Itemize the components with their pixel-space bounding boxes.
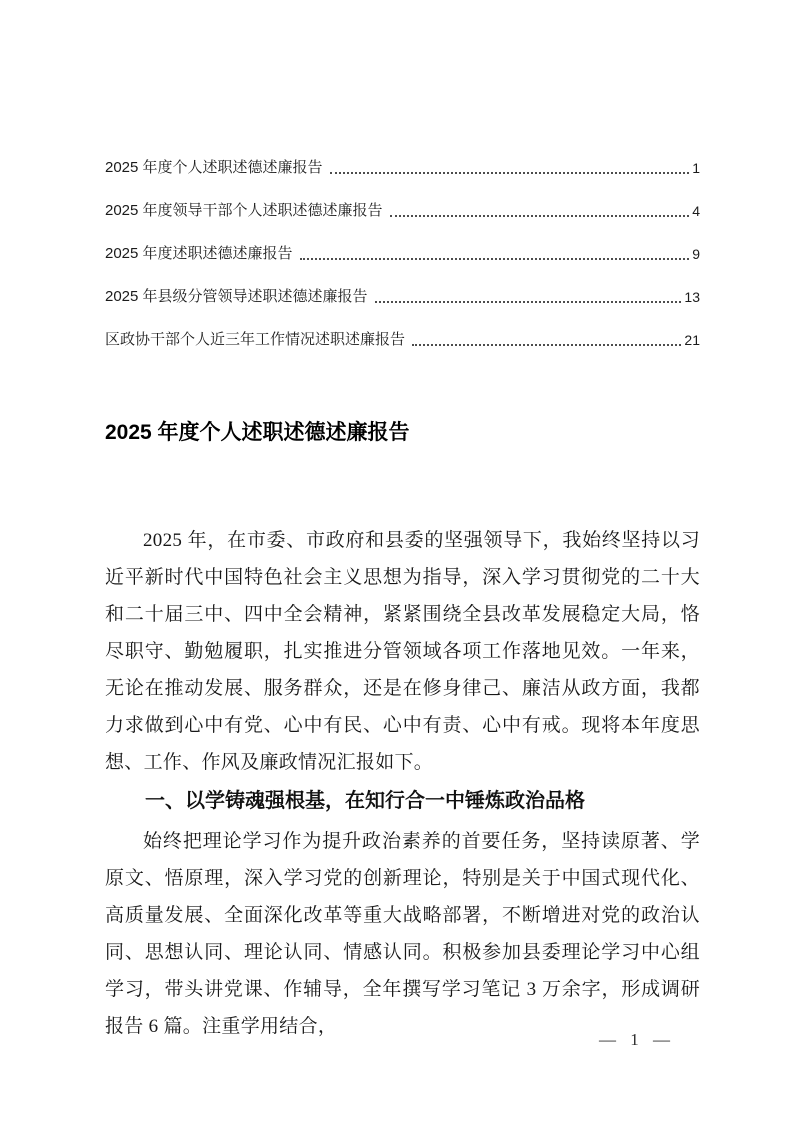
toc-entry-title: 2025 年县级分管领导述职述德述廉报告: [105, 288, 368, 305]
toc-page-number: 1: [692, 160, 700, 176]
toc-entry[interactable]: [105, 158, 700, 178]
toc-dot-leader: [390, 215, 690, 217]
toc-entry[interactable]: [105, 287, 700, 307]
intro-paragraph: 2025 年，在市委、市政府和县委的坚强领导下，我始终坚持以习近平新时代中国特色社会主义思想为指导，深入学习贯彻党的二十大和二十届三中、四中全会精神，紧紧围绕全县改革发展稳定大局，恪尽职守、勤勉履职，扎实推进分管领域各项工作落地见效。一年来，无论在推动发展、服务群众，还是在修身律己、廉洁从政方面，我都力求做到心中有党、心中有民、心中有责、心中有戒。现将本年度思想、工作、作风及廉政情况汇报如下。: [105, 530, 700, 773]
toc-dot-leader: [330, 172, 690, 174]
toc-page-number: 9: [692, 246, 700, 262]
toc-page-number: 13: [684, 289, 700, 305]
toc-entry[interactable]: [105, 201, 700, 221]
toc-dot-leader: [375, 301, 682, 303]
page-footer: [599, 1030, 675, 1050]
toc-dot-leader: [300, 258, 690, 260]
toc-entry-title: 2025 年度述职述德述廉报告: [105, 245, 293, 262]
toc-entry-title: 2025 年度个人述职述德述廉报告: [105, 159, 323, 176]
page-content: [105, 0, 700, 1045]
toc-entry[interactable]: [105, 244, 700, 264]
toc-page-number: 4: [692, 203, 700, 219]
section-paragraph: 始终把理论学习作为提升政治素养的首要任务，坚持读原著、学原文、悟原理，深入学习党的创新理论，特别是关于中国式现代化、高质量发展、全面深化改革等重大战略部署，不断增进对党的政治认同、思想认同、理论认同、情感认同。积极参加县委理论学习中心组学习，带头讲党课、作辅导，全年撰写学习笔记 3 万余字，形成调研报告 6 篇。注重学用结合，: [105, 831, 700, 1037]
toc-dot-leader: [412, 344, 681, 346]
toc-entry-title: 区政协干部个人近三年工作情况述职述廉报告: [105, 331, 406, 348]
page-number: — 1 —: [599, 1030, 675, 1049]
section-heading: 一、以学铸魂强根基，在知行合一中锤炼政治品格: [145, 790, 585, 812]
table-of-contents: [105, 0, 700, 350]
document-title: 2025 年度个人述职述德述廉报告: [105, 421, 410, 444]
toc-page-number: 21: [684, 332, 700, 348]
toc-entry-title: 2025 年度领导干部个人述职述德述廉报告: [105, 202, 383, 219]
toc-entry[interactable]: [105, 330, 700, 350]
